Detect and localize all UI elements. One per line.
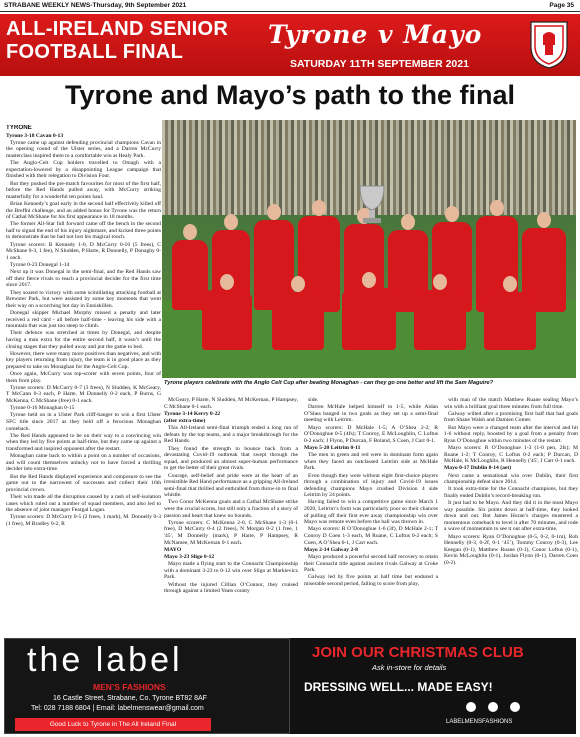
match-note: (after extra-time) [164, 417, 206, 424]
store-subtitle: MEN’S FASHIONS [93, 682, 166, 692]
facebook-icon[interactable] [466, 702, 476, 712]
player-figure [414, 290, 466, 350]
article-paragraph: Monaghan came back to within a point on a number of occasions, and will count themselves unlucky not to have forced a thrilling decider into extra-time. [6, 453, 161, 473]
social-handle: LABELMENSFASHIONS [446, 719, 513, 725]
article-paragraph: But Mayo were a changed team after the interval and hit 1-6 without reply, boosted by a goal from a penalty from Ryan O’Donoghue within two minutes of the restart. [444, 424, 578, 444]
advertisement-label[interactable] [4, 638, 576, 734]
article-paragraph: But they pushed the pre-match favourites for most of the first half, before the Red Hands pulled away, with McCurry striking masterfully for a wonderful ten points haul. [6, 180, 161, 200]
player-head [183, 224, 197, 240]
section-heading-mayo: MAYO [164, 546, 182, 553]
player-head [312, 200, 326, 216]
banner-line1: ALL-IRELAND SENIOR [6, 18, 229, 40]
player-figure [272, 292, 324, 350]
player-figure [342, 288, 396, 350]
article-paragraph: Mayo made a flying start to the Connacht Championship with a dominant 3-23 to 0-12 win over Sligo at Markievicz Park. [164, 561, 298, 581]
article-paragraph: Mayo scorers: Ryan O’Donoghue (0-5, 0-2, 0-1m), Rob Hennelly (0-3, 0-2f, 0-1 ‘45’), Tommy Conroy (0-3), Lee Keegan (0-1), Matthew Ruane (0-1), Conor Loftus (0-1), Kevin McLoughlin (0-1), Jordan Flynn (0-1), Darren Coen (0-2). [444, 533, 578, 566]
christmas-club-note: Ask in-store for details [372, 663, 447, 672]
article-paragraph: The Red Hands appeared to be on their way to a convincing win when they led by five points at half-time, but they came up against a transformed and inspired opponent after the restart. [6, 432, 161, 452]
article-paragraph: Donegal skipper Michael Murphy missed a penalty and later received a red card - all before half-time - leaving his side with a mountain that was just too steep to climb. [6, 309, 161, 330]
article-paragraph: Galway wilted after a promising first half that had goals from Shane Walsh and Damien Comer. [444, 410, 578, 424]
article-paragraph: Courage, self-belief and pride were at the heart of an irresistible Red Hand performance as a gripping All-Ireland semi-final that thrilled and enthralled from throw-in to final whistle. [164, 472, 298, 499]
store-logo: the label [27, 641, 183, 679]
store-address: 16 Castle Street, Strabane, Co. Tyrone BT82 8AF [53, 695, 207, 702]
ad-store-info [4, 638, 290, 734]
article-paragraph: The former All-Star full forward came off the bench in the second half to signal the end of his injury nightmare, and kicked three points to demonstrate that he had not lost his magical touch. [6, 221, 161, 241]
player-head [267, 204, 281, 220]
article-paragraph: with man of the match Matthew Ruane sealing Mayo’s win with a brilliant goal three minutes from full time. [444, 397, 578, 410]
match-result: Tyrone 3-14 Kerry 0-22 [164, 410, 221, 417]
player-head [490, 200, 504, 216]
article-paragraph: The Anglo-Celt Cup holders travelled to Omagh with a expectation-lowered by a disappointing League campaign that finished with their relegation to Division Four. [6, 160, 161, 180]
article-paragraph: Tyrone scorers: D McCurry 0-5 (2 frees, 1 mark), M. Donnelly 0-3 (1 free), M Bradley 0-2, R [6, 514, 161, 527]
player-head [224, 214, 238, 230]
banner-date: SATURDAY 11TH SEPTEMBER 2021 [290, 58, 469, 70]
match-result: Mayo 0-17 Dublin 0-14 (aet) [444, 465, 512, 472]
article-paragraph: Tyrone scorers: C McKenna 2-0, C McShane 1-3 (0-1 free), D McCurry 0-4 (2 frees), N Morgan 0-2 (1 free, 1 '45', M Donnelly (mark), P Harte, P Hampsey, R McNamee, M McKernan 0-1 each. [164, 519, 298, 546]
player-head [503, 276, 517, 292]
player-head [362, 272, 376, 288]
article-paragraph: They found the strength to bounce back from a devastating Covid-19 outbreak that swept through the squad, and produced an almost super-human performance to get the better of their great rivals. [164, 445, 298, 472]
article-paragraph: Mayo produced a powerful second half recovery to retain their Connacht title against ancient rivals Galway at Croke Park. [304, 554, 438, 574]
match-result: Mayo 3-23 Sligo 0-12 [164, 554, 215, 560]
article-paragraph: Mayo scorers: R O’Donoghue 1-3 (1-0 pen, 2fs); M Ruane 1-2; T Conroy, C Loftus 0-2 each; P Durcan, D McHale, K McLoughlin, R Hennelly ('45', J Carr 0-1 each. [444, 444, 578, 465]
team-celebration-photo [162, 120, 576, 378]
twitter-icon[interactable] [510, 702, 520, 712]
player-head [433, 274, 447, 290]
article-paragraph: Brian Kennedy’s goal early in the second half effectively killed off the Breffni challenge, and an added bonus for Tyrone was the return of Cathal McShane for his first appearance in 18 months. [6, 200, 161, 221]
player-head [537, 212, 551, 228]
player-head [291, 276, 305, 292]
player-head [220, 274, 234, 290]
photo-caption: Tyrone players celebrate with the Anglo Celt Cup after beating Monaghan - can they go one better and lift the Sam Maguire? [164, 380, 494, 386]
ad-christmas-club [290, 638, 576, 734]
article-paragraph: Two Conor McKenna goals and a Cathal McShane strike were the crucial scores, but still only a fraction of a story of passion and heart that knew no bounds. [164, 499, 298, 519]
social-icons [458, 702, 548, 714]
article-paragraph: Next came a sensational win over Dublin, their first championship defeat since 2014. [444, 472, 578, 486]
article-paragraph: Mayo scorers: R O’Donoghue 1-6 (3f), D McHale 2-1; T Conroy D Coen 1-3 each, M Ruane, C Loftus 0-2 each; S Coen, A O’Shea 0-1, J Carr each. [304, 526, 438, 546]
player-figure [202, 290, 252, 350]
banner-match: Tyrone v Mayo [268, 20, 483, 49]
article-paragraph: Darren McHale helped himself to 1-5, while Aidan O’Shea banged in two goals as they set up a semi-final meeting with Leitrim. [304, 404, 438, 424]
match-result: Mayo 2-14 Galway 2-8 [304, 546, 358, 553]
publication-date: STRABANE WEEKLY NEWS-Thursday, 9th September 2021 [4, 2, 187, 9]
article-paragraph: Galway led by five points at half time but endured a miserable second period, failing to score from play, [304, 574, 438, 587]
article-paragraph: Having failed to win a competitive game since March 1 2020, Leitrim’s form was particularly poor so their chances of pulling off their first ever away championship win over Mayo was remote even before the ball was thrown in. [304, 499, 438, 526]
player-head [401, 214, 415, 230]
article-column-4 [444, 397, 578, 632]
article-paragraph: This All-Ireland semi-final triumph ended a long run of defeats by the top teams, and a major breakthrough for the Red Hands. [164, 425, 298, 445]
page-number: Page 35 [549, 2, 574, 9]
player-head [445, 206, 459, 222]
article-paragraph: side. [308, 397, 319, 403]
instagram-icon[interactable] [488, 702, 498, 712]
article-paragraph: The men in green and red were in dominant form again when they faced an outclassed Leitrim side at McHale Park. [304, 452, 438, 472]
article-column-2 [164, 397, 298, 632]
article-paragraph: Their win made all the disruption caused by a rash of self-isolation cases which ruled out a number of squad members, and also led to the absence of joint manager Feargal Logan. [6, 493, 161, 514]
store-contact: Tel: 028 7188 6804 | Email: labelmenswear@gmail.com [31, 705, 204, 712]
match-result: Mayo 5-20 Leitrim 0-11 [304, 444, 361, 451]
tyrone-crest-icon [528, 19, 570, 69]
ad-slogan: DRESSING WELL... MADE EASY! [304, 680, 493, 694]
article-paragraph: However, there were many more positives than negatives, and with key players returning from injury, the team is in good place as they prepared to take on Monaghan for the Anglo-Celt Cup. [6, 350, 161, 370]
article-paragraph: They soared to victory with some scintillating attacking football at Brewster Park, but were assisted by some key moments that went their way on a scorching hot day in Enniskillen. [6, 289, 161, 309]
match-result: Tyrone 3-18 Cavan 0-13 [6, 132, 64, 139]
article-paragraph: Even though they were without eight first-choice players through a combination of injury and Covid-19 issues defending champions Mayo crushed Division 4 side Leitrim by 24 points. [304, 472, 438, 499]
article-paragraph: Without the injured Cillian O’Connor, they cruised through against a limited Yeats county [164, 581, 298, 595]
article-paragraph: But the Red Hands displayed experience and composure to see the game out to the narrowest of successes and collect their 16th provincial crown. [6, 473, 161, 493]
article-column-left [6, 125, 161, 535]
article-paragraph: Next up it was Donegal in the semi-final, and the Red Hands saw off their fierce rivals to reach a provincial decider for the first time since 2017. [6, 269, 161, 289]
article-paragraph: It took extra-time for the Connacht champions, but they finally ended Dublin’s record-breaking run. [444, 486, 578, 499]
article-paragraph: Tyrone scorers: B Kennedy 1-0, D McCurry 0-10 (5 frees), C McShane 0-3, 1 fee), N Sludden, P Harte, R Donnelly, P Donaghy 0-1 each. [6, 241, 161, 261]
article-paragraph: Tyrone held on in a Ulster Park cliff-hanger to win a first Ulster SFC title since 2017 as they held off a ferocious Monaghan comeback. [6, 412, 161, 432]
article-paragraph: Tyrone 0-23 Donegal 1-14 [10, 262, 70, 269]
article-paragraph: Their defence was stretched at times by Donegal, and despite having a man extra for the entire second half, it wasn’t until the closing stages that they pulled away and put the game to bed. [6, 330, 161, 350]
header-divider [0, 11, 580, 12]
article-paragraph: Tyrone scorers: D McCurry 0-7 (3 frees), N Sludden, K McGeary, T McCann 0-3 each, P Harte, M Donnelly 0-2 each, P Burns, G McKenna, C McShane (free) 0-1 each. [6, 384, 161, 405]
section-heading-tyrone: TYRONE [6, 125, 32, 131]
article-paragraph: McGeary, P Harte, N Sludden, M McKernan, P Hampsey, C McShane 0-1 each. [164, 397, 298, 410]
trophy-cup-icon [352, 182, 392, 226]
final-banner [0, 14, 580, 76]
banner-line2: FOOTBALL FINAL [6, 41, 184, 63]
player-figure [484, 292, 536, 350]
christmas-club-title: JOIN OUR CHRISTMAS CLUB [312, 644, 524, 661]
article-paragraph: Tyrone 0-16 Monaghan 0-15 [10, 405, 75, 412]
good-luck-banner: Good Luck to Tyrone in The All Ireland Final [15, 718, 211, 731]
article-column-3 [304, 397, 438, 632]
page-title: Tyrone and Mayo’s path to the final [64, 80, 516, 110]
article-paragraph: Tyrone came up against defending provincial champions Cavan in the opening round of the Ulster series, and a Darren McCurry masterclass inspired them to a comfortable win at Healy Park. [6, 139, 161, 159]
article-paragraph: Once again, McCurry was top-scorer with seven points, four of them from play. [6, 371, 161, 384]
article-paragraph: It just had to be Mayo. And they did it in the most Mayo way possible. Six points down at half-time, they looked down and out. But James Horan’s charges mustered a momentous comeback to level it after 70 minutes, and rode a wave of momentum to see it out after extra-time. [444, 500, 578, 533]
article-paragraph: Mayo scorers: D McHale 1-5; A O’Shea 2-2; R O’Donoghue 0-5 (4fs); T Conroy, E McLoughlin, C Loftus 0-2 each; J Flynn, P Durcan, F Boland, S Coen, J Carr 0-1. [304, 424, 438, 444]
